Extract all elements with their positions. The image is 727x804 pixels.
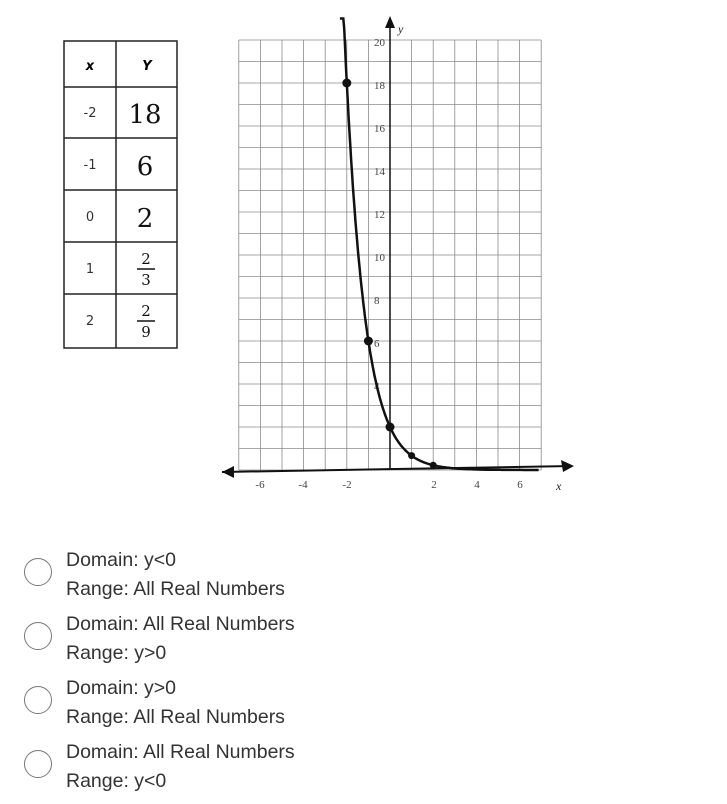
data-point — [386, 423, 395, 432]
choice-range: Range: All Real Numbers — [66, 706, 285, 728]
y-tick-label: 8 — [374, 295, 380, 307]
table-cell-x: 1 — [85, 262, 95, 277]
y-axis-label: y — [398, 22, 404, 36]
y-tick-label: 12 — [374, 209, 385, 221]
table-header-x: x — [85, 59, 95, 74]
x-tick-label: 6 — [517, 479, 523, 491]
y-tick-label: 6 — [374, 338, 380, 350]
y-tick-label: 14 — [374, 166, 385, 178]
data-point — [430, 462, 437, 469]
table-cell-x: 2 — [85, 314, 95, 329]
table-header-y: Y — [142, 59, 152, 74]
x-tick-label: -2 — [342, 479, 352, 491]
table-cell-y: 18 — [128, 100, 162, 130]
choice-range: Range: y>0 — [66, 642, 167, 664]
table-cell-y: 2 — [136, 204, 154, 234]
table-cell-x: 0 — [85, 210, 95, 225]
table-cell-y-denominator: 3 — [141, 271, 151, 289]
table-cell-y-numerator: 2 — [141, 302, 151, 320]
values-table — [64, 41, 177, 348]
x-axis-label: x — [556, 479, 562, 493]
table-cell-y-denominator: 9 — [141, 323, 151, 341]
data-point — [408, 452, 415, 459]
table-cell-y-numerator: 2 — [141, 250, 151, 268]
choice-domain: Domain: y>0 — [66, 677, 177, 699]
graph — [222, 16, 574, 493]
choice-text — [66, 546, 285, 604]
radio-button[interactable] — [24, 622, 52, 650]
choice-text — [66, 610, 295, 668]
x-tick-label: 2 — [431, 479, 437, 491]
y-tick-label: 4 — [374, 381, 380, 393]
radio-button[interactable] — [24, 686, 52, 714]
data-point — [342, 79, 351, 88]
y-axis-arrow — [385, 16, 395, 28]
choice-domain: Domain: y<0 — [66, 549, 177, 571]
x-axis-arrow-right — [561, 460, 574, 472]
y-tick-label: 16 — [374, 123, 385, 135]
choice-domain: Domain: All Real Numbers — [66, 741, 295, 763]
x-tick-label: -6 — [255, 479, 265, 491]
data-point — [364, 337, 373, 346]
radio-button[interactable] — [24, 750, 52, 778]
choice-text — [66, 674, 285, 732]
table-cell-x: -2 — [83, 106, 97, 121]
table-cell-x: -1 — [83, 158, 97, 173]
y-tick-label: 20 — [374, 37, 385, 49]
choice-range: Range: All Real Numbers — [66, 578, 285, 600]
choice-text — [66, 738, 295, 796]
exponential-curve — [340, 19, 539, 471]
y-tick-label: 10 — [374, 252, 385, 264]
table-cell-y: 6 — [136, 152, 154, 182]
choice-domain: Domain: All Real Numbers — [66, 613, 295, 635]
choice-range: Range: y<0 — [66, 770, 167, 792]
x-tick-label: 4 — [474, 479, 480, 491]
radio-button[interactable] — [24, 558, 52, 586]
x-tick-label: -4 — [298, 479, 308, 491]
y-tick-label: 18 — [374, 80, 385, 92]
x-axis-arrow-left — [222, 466, 234, 478]
